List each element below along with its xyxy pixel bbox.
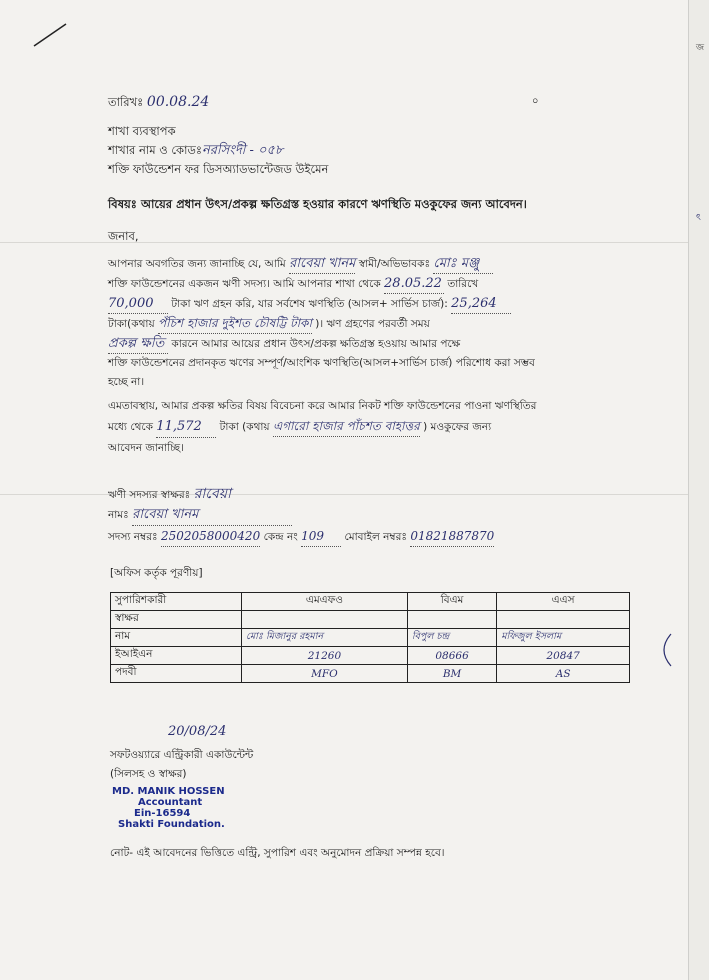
- accountant-seal-note: (সিলসহ ও স্বাক্ষর): [110, 768, 187, 780]
- accountant-date-handwritten: 20/08/24: [168, 724, 227, 739]
- table-row: [111, 629, 630, 647]
- address-block: [108, 122, 328, 179]
- para-line: হচ্ছে না।: [108, 376, 145, 388]
- text: আপনার অবগতির জন্য জানাচ্ছি যে, আমি: [108, 258, 286, 270]
- text: শক্তি ফাউন্ডেশনের একজন ঋণী সদস্য। আমি আপনার শাখা থেকে: [108, 278, 381, 290]
- branch-label: শাখার নাম ও কোডঃ: [108, 143, 203, 157]
- salutation: জনাব,: [108, 229, 139, 243]
- para-line: [108, 254, 638, 274]
- adjacent-page-text: ৎ: [696, 213, 701, 223]
- branch-value: নরসিংদী - ০৫৮: [202, 143, 284, 158]
- table-cell: মফিজুল ইসলাম: [497, 629, 630, 647]
- para-line: শক্তি ফাউন্ডেশনের প্রদানকৃত ঋণের সম্পূর্ণ/আংশিক ঋণস্থিতি(আসল+সার্ভিস চার্জ) পরিশোধ করা সম্ভব: [108, 357, 535, 369]
- table-cell: [497, 611, 630, 629]
- waiver-amount-handwritten: 11,572: [156, 417, 216, 438]
- row-label: ইআইএন: [111, 647, 242, 665]
- guardian-handwritten: মোঃ মঞ্জু: [433, 254, 493, 274]
- text: )। ঋণ গ্রহণের পরবর্তী সময়: [315, 318, 430, 330]
- row-label: পদবী: [111, 665, 242, 683]
- date-line: [108, 94, 209, 113]
- stamp-line: MD. MANIK HOSSEN: [112, 786, 225, 797]
- table-cell: MFO: [242, 665, 408, 683]
- footer-note: নোট- এই আবেদনের ভিত্তিতে এন্ট্রি, সুপারিশ এবং অনুমোদন প্রক্রিয়া সম্পন্ন হবে।: [110, 847, 445, 859]
- member-id-line: [108, 526, 494, 547]
- member-info-block: [108, 484, 494, 547]
- name-label: নামঃ: [108, 509, 129, 521]
- stamp-line: Shakti Foundation.: [118, 819, 225, 830]
- date-label: তারিখঃ: [108, 95, 144, 109]
- text: টাকা(কথায়: [108, 318, 155, 330]
- balance-handwritten: 25,264: [451, 294, 511, 314]
- table-cell: মোঃ মিজানুর রহমান: [242, 629, 408, 647]
- paper-fold-line: [0, 242, 709, 243]
- stamp-line: Accountant: [138, 797, 203, 808]
- table-row: [111, 647, 630, 665]
- address-line: শাখা ব্যবস্থাপক: [108, 124, 176, 138]
- waiver-words-handwritten: এগারো হাজার পাঁচশত বাহাত্তর: [273, 416, 420, 437]
- date-value: 00.08.24: [146, 94, 210, 110]
- table-cell: [407, 611, 496, 629]
- table-cell: 21260: [242, 647, 408, 665]
- sign-label: ঋণী সদস্যর স্বাক্ষরঃ: [108, 489, 191, 501]
- table-header: এএস: [497, 593, 630, 611]
- table-header: বিএম: [407, 593, 496, 611]
- address-line: [108, 141, 328, 160]
- para-line: [108, 334, 638, 354]
- table-row: [111, 665, 630, 683]
- text: মধ্যে থেকে: [108, 421, 153, 433]
- accountant-title: সফটওয়্যারে এন্ট্রিকারী একাউন্টেন্ট: [110, 749, 254, 761]
- text: স্বামী/অভিভাবকঃ: [358, 258, 431, 270]
- accountant-stamp: [112, 786, 225, 830]
- loan-amount-handwritten: 70,000: [108, 294, 168, 314]
- member-name-line: [108, 505, 494, 526]
- member-sign-line: [108, 484, 494, 505]
- table-header: এমএফও: [242, 593, 408, 611]
- table-header-row: [111, 593, 630, 611]
- text: ) মওকুফের জন্য: [423, 421, 492, 433]
- text: টাকা ঋণ গ্রহন করি, যার সর্বশেষ ঋণস্থিতি (আসল+ সার্ভিস চার্জ):: [171, 298, 448, 310]
- member-signature: রাবেয়া: [193, 486, 232, 502]
- para-line: আবেদন জানাচ্ছি।: [108, 442, 184, 454]
- subject-line: বিষয়ঃ আয়ের প্রধান উৎস/প্রকল্প ক্ষতিগ্রস্ত হওয়ার কারণে ঋণস্থিতি মওকুফের জন্য আবেদন।: [108, 197, 527, 211]
- member-no-label: সদস্য নম্বরঃ: [108, 531, 158, 543]
- corner-mark: ০: [532, 96, 539, 107]
- member-name-handwritten: রাবেয়া খানম: [289, 254, 355, 274]
- text: তারিখে: [447, 278, 479, 290]
- body-paragraph-1: [108, 254, 638, 392]
- member-no-value: 2502058000420: [161, 526, 260, 547]
- text: কারনে আমার আয়ের প্রধান উৎস/প্রকল্প ক্ষতিগ্রস্ত হওয়ায় আমার পক্ষে: [171, 338, 461, 350]
- table-cell: বিপুল চন্দ্র: [407, 629, 496, 647]
- bracket-mark: [655, 630, 675, 670]
- loan-date-handwritten: 28.05.22: [384, 274, 444, 294]
- adjacent-page-edge: [688, 0, 709, 980]
- row-label: স্বাক্ষর: [111, 611, 242, 629]
- text: টাকা (কথায়: [219, 421, 270, 433]
- table-cell: [242, 611, 408, 629]
- mobile-label: মোবাইল নম্বরঃ: [344, 531, 407, 543]
- reason-handwritten: প্রকল্প ক্ষতি: [108, 334, 168, 354]
- office-table: [110, 592, 630, 683]
- address-line: শক্তি ফাউন্ডেশন ফর ডিসঅ্যাডভান্টেজড উইমেন: [108, 162, 329, 176]
- mobile-value: 01821887870: [410, 526, 494, 547]
- para-line: [108, 416, 638, 438]
- para-line: এমতাবস্থায়, আমার প্রকল্প ক্ষতির বিষয় বিবেচনা করে আমার নিকট শক্তি ফাউন্ডেশনের পাওনা ঋণস্থিতির: [108, 400, 537, 412]
- member-name-value: রাবেয়া খানম: [132, 505, 292, 526]
- accountant-block: [110, 746, 253, 784]
- para-line: [108, 274, 638, 294]
- balance-words-handwritten: পঁচিশ হাজার দুইশত চৌষট্টি টাকা: [158, 314, 312, 334]
- para-line: [108, 314, 638, 334]
- table-cell: BM: [407, 665, 496, 683]
- center-value: 109: [301, 526, 341, 547]
- office-caption: [অফিস কর্তৃক পূরণীয়]: [110, 567, 203, 579]
- corner-tick-mark: [30, 20, 70, 50]
- table-cell: 08666: [407, 647, 496, 665]
- table-cell: 20847: [497, 647, 630, 665]
- adjacent-page-text: জ: [696, 43, 705, 53]
- row-label: নাম: [111, 629, 242, 647]
- table-header: সুপারিশকারী: [111, 593, 242, 611]
- stamp-line: Ein-16594: [134, 808, 191, 819]
- para-line: [108, 294, 638, 314]
- center-label: কেন্দ্র নং: [263, 531, 298, 543]
- body-paragraph-2: [108, 396, 638, 458]
- table-row: [111, 611, 630, 629]
- table-cell: AS: [497, 665, 630, 683]
